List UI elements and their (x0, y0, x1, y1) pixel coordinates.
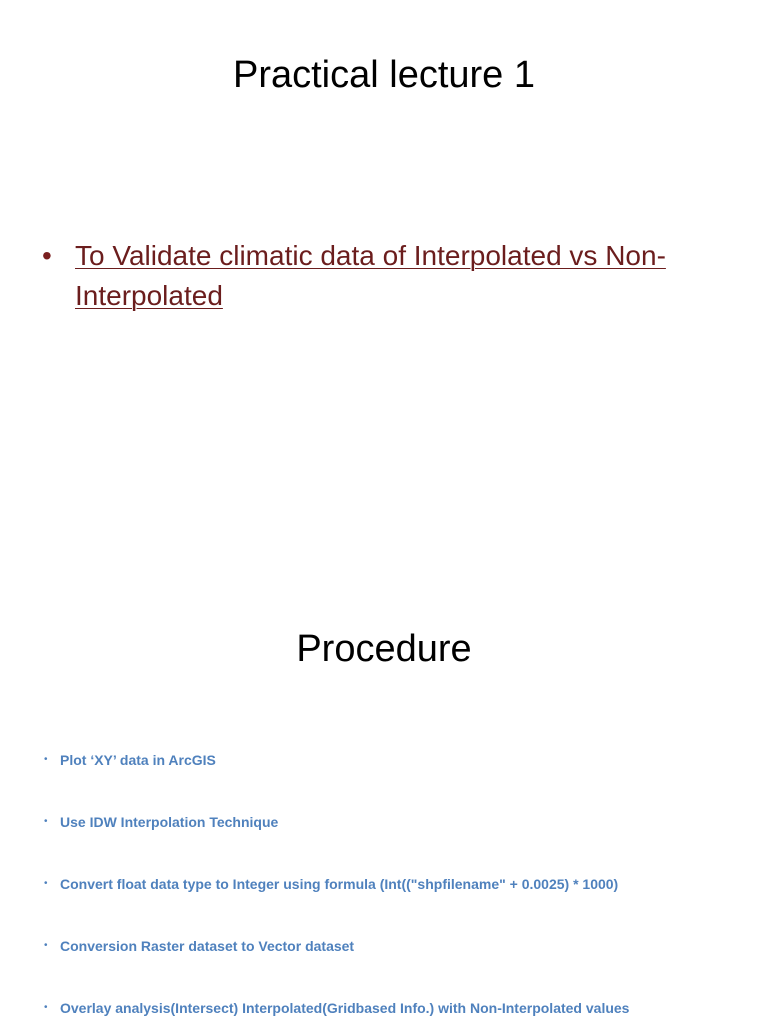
slide-procedure (0, 512, 768, 1024)
objective-link[interactable]: To Validate climatic data of Interpolated vs Non-Interpolated (75, 240, 666, 311)
procedure-step (44, 874, 744, 894)
slide-title: Practical lecture 1 (232, 54, 535, 96)
procedure-step (44, 812, 744, 832)
bullet-dot: • (44, 754, 48, 765)
procedure-step-text: Plot ‘XY’ data in ArcGIS (60, 752, 216, 768)
bullet-dot: • (42, 240, 52, 271)
objective-bullet (42, 236, 702, 316)
procedure-step-text: Overlay analysis(Intersect) Interpolated(Gridbased Info.) with Non-Interpolated values (60, 1000, 630, 1016)
procedure-step (44, 936, 744, 956)
procedure-list (44, 750, 744, 1024)
bullet-dot: • (44, 878, 48, 889)
procedure-step-text: Conversion Raster dataset to Vector dataset (60, 938, 355, 954)
slide-title: Procedure (296, 628, 472, 670)
procedure-step (44, 750, 744, 770)
bullet-dot: • (44, 816, 48, 827)
procedure-step-text: Convert float data type to Integer using formula (Int(("shpfilename" + 0.0025) * 1000) (60, 876, 619, 892)
bullet-dot: • (44, 1002, 48, 1013)
procedure-step-text: Use IDW Interpolation Technique (60, 814, 279, 830)
bullet-dot: • (44, 940, 48, 951)
procedure-step (44, 998, 744, 1018)
